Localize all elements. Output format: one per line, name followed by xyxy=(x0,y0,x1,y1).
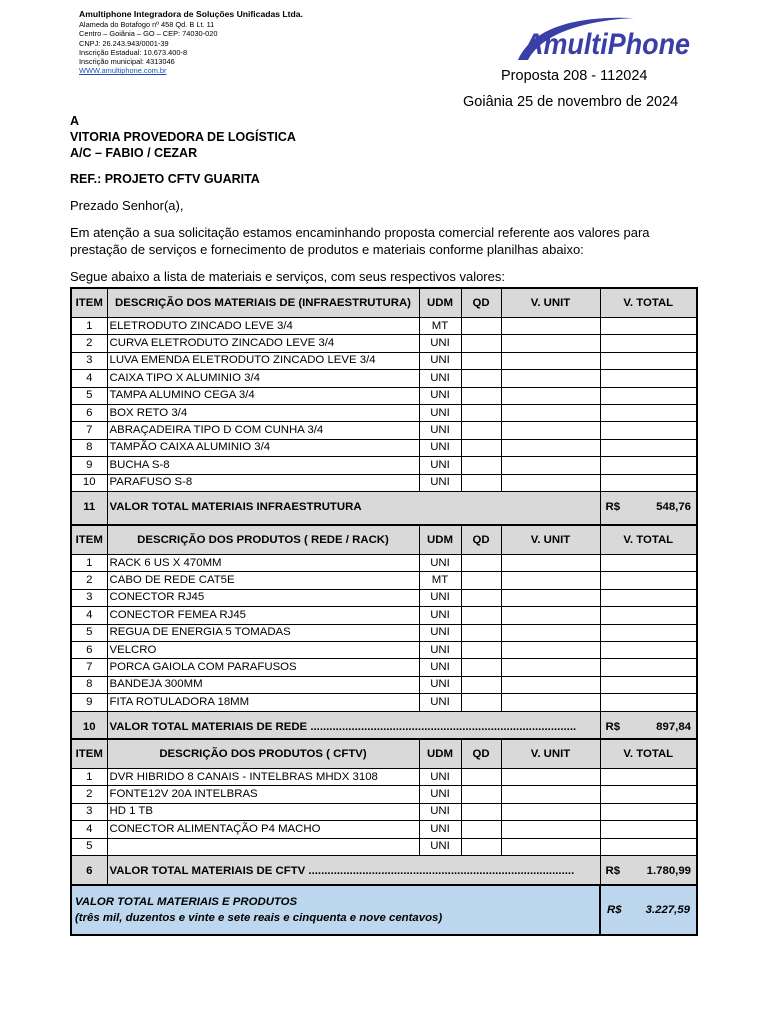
row-description: CONECTOR RJ45 xyxy=(107,589,419,606)
header-qd: QD xyxy=(461,288,501,318)
company-state-registration: Inscrição Estadual: 10.673.400-8 xyxy=(79,47,188,57)
row-item-number: 10 xyxy=(71,474,107,491)
row-total-value xyxy=(600,474,697,491)
row-udm: UNI xyxy=(419,457,461,474)
table-row xyxy=(71,422,697,439)
table-row xyxy=(71,474,697,491)
row-unit-value xyxy=(501,474,600,491)
row-qd xyxy=(461,474,501,491)
table-row xyxy=(71,387,697,404)
row-udm: UNI xyxy=(419,439,461,456)
table-row xyxy=(71,803,697,820)
table-header-row xyxy=(71,288,697,318)
grand-total-words: (três mil, duzentos e vinte e sete reais e cinquenta e nove centavos) xyxy=(75,912,443,924)
row-total-value xyxy=(600,457,697,474)
row-item-number: 1 xyxy=(71,769,107,786)
table-row xyxy=(71,607,697,624)
row-qd xyxy=(461,318,501,335)
row-qd xyxy=(461,404,501,421)
recipient-name: VITORIA PROVEDORA DE LOGÍSTICA xyxy=(70,130,296,144)
row-udm: UNI xyxy=(419,821,461,838)
row-total-value xyxy=(600,838,697,855)
header-description: DESCRIÇÃO DOS MATERIAIS DE (INFRAESTRUTURA) xyxy=(107,288,419,318)
row-item-number: 3 xyxy=(71,352,107,369)
row-item-number: 2 xyxy=(71,572,107,589)
row-udm: UNI xyxy=(419,838,461,855)
row-udm: UNI xyxy=(419,607,461,624)
row-qd xyxy=(461,457,501,474)
grand-total-label-cell xyxy=(71,885,600,935)
table-row xyxy=(71,821,697,838)
row-total-value xyxy=(600,352,697,369)
row-total-value xyxy=(600,769,697,786)
row-udm: UNI xyxy=(419,624,461,641)
company-info xyxy=(79,9,303,76)
row-unit-value xyxy=(501,457,600,474)
header-unit-value: V. UNIT xyxy=(501,739,600,769)
row-total-value xyxy=(600,404,697,421)
row-qd xyxy=(461,641,501,658)
row-udm: UNI xyxy=(419,404,461,421)
table-row xyxy=(71,318,697,335)
grand-total-table xyxy=(70,884,698,936)
row-total-value xyxy=(600,607,697,624)
row-description: TAMPÃO CAIXA ALUMINIO 3/4 xyxy=(107,439,419,456)
row-unit-value xyxy=(501,821,600,838)
row-item-number: 2 xyxy=(71,786,107,803)
row-description: FONTE12V 20A INTELBRAS xyxy=(107,786,419,803)
row-description: TAMPA ALUMINO CEGA 3/4 xyxy=(107,387,419,404)
row-qd xyxy=(461,769,501,786)
row-total-value xyxy=(600,786,697,803)
row-total-value xyxy=(600,624,697,641)
row-udm: UNI xyxy=(419,694,461,711)
row-description: BUCHA S-8 xyxy=(107,457,419,474)
company-address-1: Alameda do Botafogo nº 458 Qd. B Lt. 11 xyxy=(79,20,215,29)
table-row xyxy=(71,572,697,589)
row-qd xyxy=(461,624,501,641)
company-city-registration: Inscrição municipal: 4313046 xyxy=(79,57,175,67)
row-total-value xyxy=(600,589,697,606)
row-item-number: 5 xyxy=(71,624,107,641)
row-description: CONECTOR FEMEA RJ45 xyxy=(107,607,419,624)
row-unit-value xyxy=(501,352,600,369)
recipient-attention: A/C – FABIO / CEZAR xyxy=(70,146,198,160)
row-qd xyxy=(461,803,501,820)
total-item-number: 6 xyxy=(71,855,107,889)
row-qd xyxy=(461,439,501,456)
row-qd xyxy=(461,589,501,606)
table-row xyxy=(71,838,697,855)
recipient-block xyxy=(70,113,296,161)
header-unit-value: V. UNIT xyxy=(501,525,600,555)
table-row xyxy=(71,641,697,658)
row-total-value xyxy=(600,659,697,676)
row-unit-value xyxy=(501,555,600,572)
row-udm: UNI xyxy=(419,803,461,820)
table-row xyxy=(71,370,697,387)
list-header: Segue abaixo a lista de materiais e serviços, com seus respectivos valores: xyxy=(70,269,505,284)
row-qd xyxy=(461,676,501,693)
grand-total-value: 3.227,59 xyxy=(645,904,690,916)
row-udm: UNI xyxy=(419,769,461,786)
row-total-value xyxy=(600,387,697,404)
company-address-2: Centro – Goiânia – GO – CEP: 74030-020 xyxy=(79,29,218,39)
items-table-1 xyxy=(70,287,698,526)
row-unit-value xyxy=(501,422,600,439)
total-label: VALOR TOTAL MATERIAIS DE REDE .................................................................................... xyxy=(107,711,600,745)
row-udm: MT xyxy=(419,572,461,589)
table-total-row xyxy=(71,491,697,525)
row-unit-value xyxy=(501,387,600,404)
row-description: REGUA DE ENERGIA 5 TOMADAS xyxy=(107,624,419,641)
row-qd xyxy=(461,821,501,838)
items-table-2 xyxy=(70,524,698,746)
row-total-value xyxy=(600,676,697,693)
row-udm: UNI xyxy=(419,352,461,369)
recipient-line-1: A xyxy=(70,114,80,128)
row-unit-value xyxy=(501,607,600,624)
row-total-value xyxy=(600,318,697,335)
row-description: CONECTOR ALIMENTAÇÃO P4 MACHO xyxy=(107,821,419,838)
row-unit-value xyxy=(501,769,600,786)
items-table-3 xyxy=(70,738,698,890)
table-row xyxy=(71,352,697,369)
header-udm: UDM xyxy=(419,288,461,318)
total-label: VALOR TOTAL MATERIAIS DE CFTV .................................................................................... xyxy=(107,855,600,889)
header-qd: QD xyxy=(461,525,501,555)
header-unit-value: V. UNIT xyxy=(501,288,600,318)
row-qd xyxy=(461,786,501,803)
row-total-value xyxy=(600,422,697,439)
row-description: PARAFUSO S-8 xyxy=(107,474,419,491)
header-total-value: V. TOTAL xyxy=(600,525,697,555)
row-qd xyxy=(461,607,501,624)
reference: REF.: PROJETO CFTV GUARITA xyxy=(70,172,260,186)
row-qd xyxy=(461,387,501,404)
row-item-number: 6 xyxy=(71,404,107,421)
grand-total-currency: R$ xyxy=(607,904,622,916)
row-total-value xyxy=(600,641,697,658)
row-unit-value xyxy=(501,803,600,820)
table-row xyxy=(71,659,697,676)
total-label: VALOR TOTAL MATERIAIS INFRAESTRUTURA xyxy=(107,491,600,525)
row-item-number: 7 xyxy=(71,659,107,676)
table-row xyxy=(71,555,697,572)
total-currency: R$ xyxy=(605,865,621,878)
table-row xyxy=(71,624,697,641)
row-item-number: 6 xyxy=(71,641,107,658)
row-item-number: 3 xyxy=(71,589,107,606)
row-description: CAIXA TIPO X ALUMINIO 3/4 xyxy=(107,370,419,387)
header-udm: UDM xyxy=(419,525,461,555)
row-description: FITA ROTULADORA 18MM xyxy=(107,694,419,711)
row-unit-value xyxy=(501,404,600,421)
row-unit-value xyxy=(501,694,600,711)
company-cnpj: CNPJ: 26.243.943/0001-39 xyxy=(79,38,169,48)
row-item-number: 3 xyxy=(71,803,107,820)
company-name: Amultiphone Integradora de Soluções Unificadas Ltda. xyxy=(79,9,303,19)
row-udm: UNI xyxy=(419,786,461,803)
row-description: BANDEJA 300MM xyxy=(107,676,419,693)
row-item-number: 7 xyxy=(71,422,107,439)
row-unit-value xyxy=(501,572,600,589)
row-unit-value xyxy=(501,786,600,803)
table-row xyxy=(71,694,697,711)
row-qd xyxy=(461,352,501,369)
row-udm: UNI xyxy=(419,422,461,439)
row-qd xyxy=(461,335,501,352)
row-udm: UNI xyxy=(419,370,461,387)
row-item-number: 4 xyxy=(71,370,107,387)
row-total-value xyxy=(600,803,697,820)
total-item-number: 11 xyxy=(71,491,107,525)
row-item-number: 9 xyxy=(71,457,107,474)
header-total-value: V. TOTAL xyxy=(600,288,697,318)
row-qd xyxy=(461,370,501,387)
row-description: DVR HIBRIDO 8 CANAIS - INTELBRAS MHDX 3108 xyxy=(107,769,419,786)
row-udm: UNI xyxy=(419,659,461,676)
header-item: ITEM xyxy=(71,739,107,769)
header-description: DESCRIÇÃO DOS PRODUTOS ( CFTV) xyxy=(107,739,419,769)
row-unit-value xyxy=(501,439,600,456)
row-total-value xyxy=(600,439,697,456)
row-total-value xyxy=(600,572,697,589)
row-description: ELETRODUTO ZINCADO LEVE 3/4 xyxy=(107,318,419,335)
row-udm: UNI xyxy=(419,589,461,606)
table-row xyxy=(71,439,697,456)
row-qd xyxy=(461,659,501,676)
table-row xyxy=(71,457,697,474)
total-value-cell xyxy=(600,491,697,525)
greeting: Prezado Senhor(a), xyxy=(70,198,184,213)
row-unit-value xyxy=(501,838,600,855)
row-udm: UNI xyxy=(419,555,461,572)
intro-paragraph: Em atenção a sua solicitação estamos encaminhando proposta comercial referente aos valores para prestação de serviços e fornecimento de produtos e materiais conforme planilhas abaixo: xyxy=(70,225,650,257)
table-row xyxy=(71,404,697,421)
row-description: PORCA GAIOLA COM PARAFUSOS xyxy=(107,659,419,676)
header-item: ITEM xyxy=(71,288,107,318)
total-currency: R$ xyxy=(605,721,621,734)
row-unit-value xyxy=(501,335,600,352)
table-row xyxy=(71,335,697,352)
table-row xyxy=(71,769,697,786)
header-udm: UDM xyxy=(419,739,461,769)
row-item-number: 9 xyxy=(71,694,107,711)
header-item: ITEM xyxy=(71,525,107,555)
row-udm: UNI xyxy=(419,387,461,404)
row-description: ABRAÇADEIRA TIPO D COM CUNHA 3/4 xyxy=(107,422,419,439)
total-value: 1.780,99 xyxy=(646,865,691,878)
row-total-value xyxy=(600,821,697,838)
row-qd xyxy=(461,694,501,711)
row-qd xyxy=(461,422,501,439)
row-item-number: 8 xyxy=(71,439,107,456)
header-qd: QD xyxy=(461,739,501,769)
row-unit-value xyxy=(501,589,600,606)
row-udm: UNI xyxy=(419,676,461,693)
row-item-number: 2 xyxy=(71,335,107,352)
row-description: BOX RETO 3/4 xyxy=(107,404,419,421)
row-description: CURVA ELETRODUTO ZINCADO LEVE 3/4 xyxy=(107,335,419,352)
row-description xyxy=(107,838,419,855)
table-row xyxy=(71,786,697,803)
table-header-row xyxy=(71,525,697,555)
row-udm: UNI xyxy=(419,335,461,352)
row-item-number: 5 xyxy=(71,387,107,404)
row-total-value xyxy=(600,335,697,352)
row-item-number: 5 xyxy=(71,838,107,855)
row-udm: MT xyxy=(419,318,461,335)
company-website-link[interactable]: WWW.amultiphone.com.br xyxy=(79,66,167,76)
row-description: RACK 6 US X 470MM xyxy=(107,555,419,572)
amultiphone-logo xyxy=(514,14,692,66)
total-value: 897,84 xyxy=(656,721,691,734)
logo-text: AmultiPhone xyxy=(523,28,690,61)
grand-total-value-cell xyxy=(600,885,697,935)
row-description: LUVA EMENDA ELETRODUTO ZINCADO LEVE 3/4 xyxy=(107,352,419,369)
total-value: 548,76 xyxy=(656,501,691,514)
row-description: HD 1 TB xyxy=(107,803,419,820)
row-description: CABO DE REDE CAT5E xyxy=(107,572,419,589)
row-udm: UNI xyxy=(419,641,461,658)
row-total-value xyxy=(600,694,697,711)
row-udm: UNI xyxy=(419,474,461,491)
row-unit-value xyxy=(501,659,600,676)
row-qd xyxy=(461,572,501,589)
row-qd xyxy=(461,838,501,855)
total-item-number: 10 xyxy=(71,711,107,745)
header-description: DESCRIÇÃO DOS PRODUTOS ( REDE / RACK) xyxy=(107,525,419,555)
row-unit-value xyxy=(501,318,600,335)
table-header-row xyxy=(71,739,697,769)
row-item-number: 4 xyxy=(71,607,107,624)
header-total-value: V. TOTAL xyxy=(600,739,697,769)
row-unit-value xyxy=(501,370,600,387)
proposal-number: Proposta 208 - 112024 xyxy=(501,68,648,84)
row-total-value xyxy=(600,555,697,572)
row-item-number: 4 xyxy=(71,821,107,838)
city-date: Goiânia 25 de novembro de 2024 xyxy=(463,94,679,110)
total-currency: R$ xyxy=(605,501,621,514)
row-unit-value xyxy=(501,676,600,693)
row-qd xyxy=(461,555,501,572)
row-item-number: 1 xyxy=(71,318,107,335)
row-unit-value xyxy=(501,624,600,641)
table-row xyxy=(71,589,697,606)
row-description: VELCRO xyxy=(107,641,419,658)
row-item-number: 1 xyxy=(71,555,107,572)
table-row xyxy=(71,676,697,693)
row-total-value xyxy=(600,370,697,387)
row-unit-value xyxy=(501,641,600,658)
row-item-number: 8 xyxy=(71,676,107,693)
grand-total-label: VALOR TOTAL MATERIAIS E PRODUTOS xyxy=(75,896,298,908)
